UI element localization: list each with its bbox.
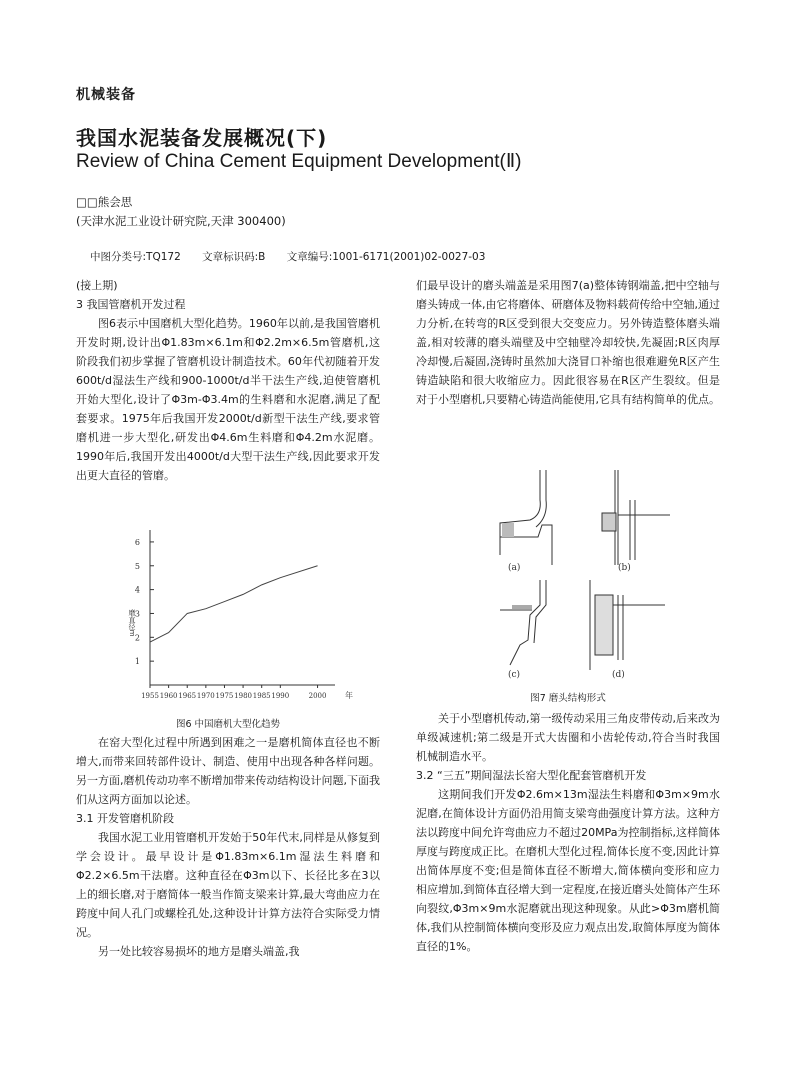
- y-tick-label: 3: [134, 609, 140, 619]
- x-tick-label: 1980: [234, 692, 252, 700]
- right-column: [416, 276, 720, 409]
- paragraph: 这期间我们开发Φ2.6m×13m湿法生料磨和Φ3m×9m水泥磨,在简体设计方面仍沿用简支梁弯曲强度计算方法。这种方法以跨度中间允许弯曲应力不超过20MPa为控制指标,这样简体厚度与跨度成正比。在磨机大型化过程,简体长度不变,因此计算出简体厚度不变;但是简体直径不断增大,简体横向变形和应力相应增加,到简体直径增大到一定程度,在接近磨头处简体产生环向裂纹,Φ3m×9m水泥磨就出现这种现象。从此>Φ3m磨机简体,我们从控制简体横向变形及应力观点出发,取简体厚度为简体直径的1%。: [416, 788, 720, 953]
- section-3-title: 3 我国管磨机开发过程: [76, 298, 186, 311]
- paragraph: 另一处比较容易损坏的地方是磨头端盖,我: [98, 945, 300, 958]
- y-tick-label: 6: [134, 537, 140, 547]
- left-column: [76, 276, 380, 485]
- affiliation: (天津水泥工业设计研究院,天津 300400): [76, 214, 286, 228]
- x-tick-label: 1985: [252, 692, 271, 700]
- y-tick-label: 2: [134, 633, 140, 643]
- author: □□熊会思: [76, 195, 133, 209]
- y-tick-label: 5: [134, 561, 140, 571]
- title-chinese: 我国水泥装备发展概况(下): [76, 126, 328, 150]
- figure-7-label-b: (b): [618, 563, 631, 573]
- x-axis-label: 年: [345, 691, 353, 700]
- x-tick-label: 1960: [159, 692, 178, 700]
- title-english: Review of China Cement Equipment Development(Ⅱ): [76, 151, 522, 172]
- x-tick-label: 1970: [196, 692, 215, 700]
- mill-head-diagram-a: [500, 470, 552, 565]
- continued-note: (接上期): [76, 279, 118, 292]
- left-column-lower: [76, 733, 380, 961]
- section-3-2-title: 3.2 “三五”期间湿法长窑大型化配套管磨机开发: [416, 769, 647, 782]
- mill-head-diagram-c: [500, 580, 546, 665]
- paragraph: 图6表示中国磨机大型化趋势。1960年以前,是我国管磨机开发时期,设计出Φ1.83m×6.1m和Φ2.2m×6.5m管磨机,这阶段我们初步掌握了管磨机设计制造技术。60年代初随着开发600t/d湿法生产线和900-1000t/d半干法生产线,迫使管磨机开始大型化,设计了Φ3m-Φ3.4m的生料磨和水泥磨,满足了配套要求。1975年后我国开发2000t/d新型干法生产线,要求管磨机进一步大型化,研发出Φ4.6m生料磨和Φ4.2m水泥磨。1990年后,我国开发出4000t/d大型干法生产线,因此要求开发出更大直径的管磨。: [76, 317, 380, 482]
- trend-line: [150, 566, 318, 642]
- x-tick-label: 2000: [308, 692, 327, 700]
- paragraph: 在窑大型化过程中所遇到困难之一是磨机简体直径也不断增大,而带来回转部件设计、制造、使用中出现各种各样问题。另一方面,磨机传动功率不断增加带来传动结构设计问题,下面我们从这两方面加以论述。: [76, 736, 380, 806]
- figure-7-caption: 图7 磨头结构形式: [530, 693, 606, 704]
- section-3-1-title: 3.1 开发管磨机阶段: [76, 812, 174, 825]
- mill-head-diagram-d: [590, 580, 665, 670]
- column-tag: 机械装备: [76, 87, 136, 103]
- x-tick-label: 1955: [141, 692, 159, 700]
- x-tick-label: 1965: [178, 692, 197, 700]
- figure-7-drawing: [490, 465, 730, 680]
- paragraph: 我国水泥工业用管磨机开发始于50年代末,同样是从修复到学会设计。最早设计是Φ1.83m×6.1m湿法生料磨和Φ2.2×6.5m干法磨。这种直径在Φ3m以下、长径比多在3以上的细长磨,对于磨简体一般当作简支梁来计算,最大弯曲应力在跨度中间人孔门或螺栓孔处,这种设计计算方法符合实际受力情况。: [76, 831, 380, 939]
- paragraph: 关于小型磨机传动,第一级传动采用三角皮带传动,后来改为单级减速机;第二级是开式大齿圈和小齿轮传动,符合当时我国机械制造水平。: [416, 712, 720, 763]
- x-tick-label: 1975: [215, 692, 234, 700]
- clc-number: 中图分类号:TQ172: [90, 251, 181, 263]
- document-code: 文章标识码:B: [202, 251, 266, 263]
- figure-7-label-d: (d): [612, 670, 625, 680]
- figure-7-label-c: (c): [508, 670, 521, 680]
- article-number: 文章编号:1001-6171(2001)02-0027-03: [286, 251, 486, 263]
- y-axis-label: 磨直径m: [128, 608, 136, 637]
- paragraph: 们最早设计的磨头端盖是采用图7(a)整体铸钢端盖,把中空轴与磨头铸成一体,由它将磨体、研磨体及物料载荷传给中空轴,通过力分析,在转弯的R区受到很大交变应力。另外铸造整体磨头端盖,相对较薄的磨头端壁及中空轴壁冷却较快,先凝固;R区肉厚冷却慢,后凝固,浇铸时虽然加大浇冒口补缩也很难避免R区产生铸造缺陷和很大收缩应力。因此很容易在R区产生裂纹。但是对于小型磨机,只要精心铸造尚能使用,它具有结构简单的优点。: [416, 279, 720, 406]
- figure-6-chart: [110, 525, 360, 705]
- figure-6-caption: 图6 中国磨机大型化趋势: [175, 719, 281, 730]
- mill-head-diagram-b: [602, 470, 670, 565]
- right-column-lower: [416, 709, 720, 956]
- y-tick-label: 1: [134, 657, 140, 667]
- article-meta: [90, 249, 501, 264]
- figure-7-label-a: (a): [508, 563, 521, 573]
- x-tick-label: 1990: [271, 692, 290, 700]
- y-tick-label: 4: [134, 585, 140, 595]
